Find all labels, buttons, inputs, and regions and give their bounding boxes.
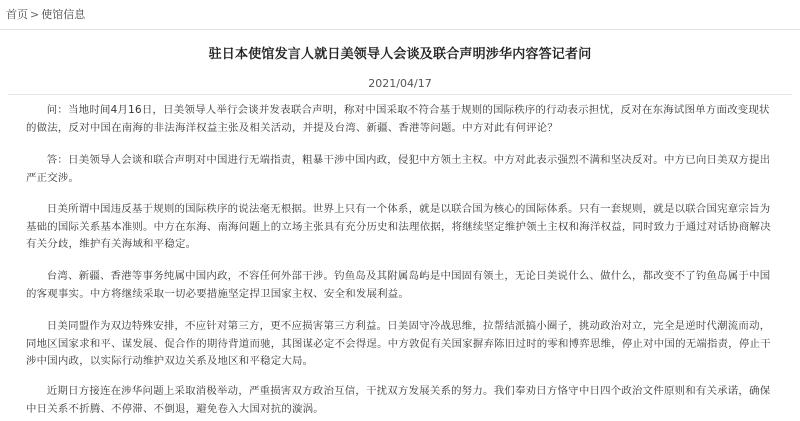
article-paragraph-internal-affairs: 台湾、新疆、香港等事务纯属中国内政，不容任何外部干涉。钓鱼岛及其附属岛屿是中国固有领土，无论日美说什么、做什么，都改变不了钓鱼岛属于中国的客观事实。中方将继续采取一切必要措施坚定捍卫国家主权、安全和发展利益。 — [26, 270, 771, 300]
article-paragraph-question: 问：当地时间4月16日，日美领导人举行会谈并发表联合声明，称对中国采取不符合基于规则的国际秩序的行动表示担忧，反对在东海试图单方面改变现状的做法，反对中国在南海的非法海洋权益主张及相关活动，并提及台湾、新疆、香港等问题。中方对此有何评论？ — [26, 104, 770, 134]
article-paragraph-rules: 日美所谓中国违反基于规则的国际秩序的说法毫无根据。世界上只有一个体系，就是以联合国为核心的国际体系。只有一套规则，就是以联合国宪章宗旨为基础的国际关系基本准则。中方在东海、南海问题上的立场主张具有充分历史和法理依据，将继续坚定维护领土主权和海洋权益，同时致力于通过对话协商解决有关分歧，维护有关海域和平稳定。 — [26, 203, 771, 250]
breadcrumb-section-link[interactable]: 使馆信息 — [41, 8, 86, 21]
article-title: 驻日本使馆发言人就日美领导人会谈及联合声明涉华内容答记者问 — [208, 47, 592, 62]
article-paragraph-recent-actions: 近期日方接连在涉华问题上采取消极举动，严重损害双方政治互信，干扰双方发展关系的努力。我们奉劝日方恪守中日四个政治文件原则和有关承诺，确保中日关系不折腾、不停滞、不倒退，避免卷入大国对抗的漩涡。 — [26, 385, 771, 415]
breadcrumb-separator: > — [30, 8, 40, 21]
breadcrumb-bar — [0, 0, 800, 30]
breadcrumb-home-link[interactable]: 首页 — [6, 8, 28, 21]
title-divider — [8, 94, 792, 95]
breadcrumb — [6, 8, 85, 22]
article-paragraph-answer: 答：日美领导人会谈和联合声明对中国进行无端指责，粗暴干涉中国内政，侵犯中方领土主权。中方对此表示强烈不满和坚决反对。中方已向日美双方提出严正交涉。 — [26, 154, 771, 184]
article-date: 2021/04/17 — [368, 77, 432, 90]
article-paragraph-alliance: 日美同盟作为双边特殊安排，不应针对第三方，更不应损害第三方利益。日美固守冷战思维，拉帮结派搞小圈子，挑动政治对立，完全是逆时代潮流而动，同地区国家求和平、谋发展、促合作的期待背道而驰，其图谋必定不会得逞。中方敦促有关国家摒弃陈旧过时的零和博弈思维，停止对中国的无端指责，停止干涉中国内政，以实际行动维护双边关系及地区和平稳定大局。 — [26, 320, 771, 367]
